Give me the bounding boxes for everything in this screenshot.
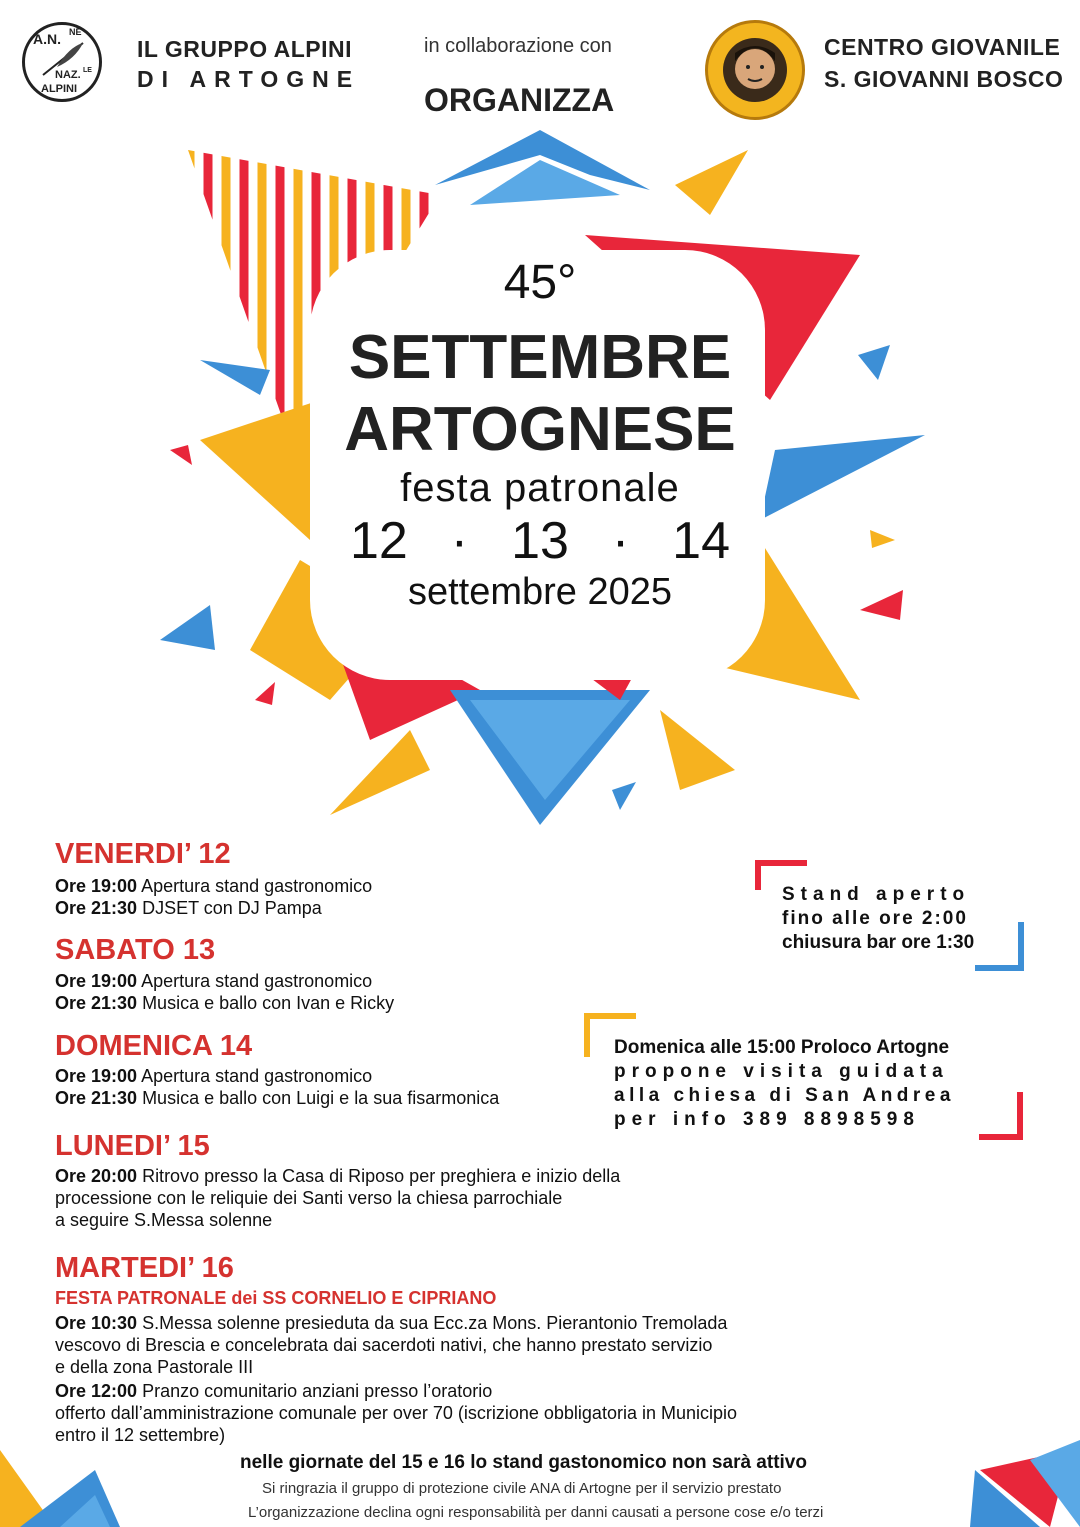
logo-text: A.N. bbox=[33, 31, 61, 47]
date-day: 12 bbox=[350, 512, 408, 570]
org1-line1: IL GRUPPO ALPINI bbox=[137, 36, 353, 62]
date-separator: · bbox=[611, 512, 630, 570]
time: Ore 21:30 bbox=[55, 993, 138, 1013]
festa-subtitle: FESTA PATRONALE dei SS CORNELIO E CIPRIANO bbox=[55, 1288, 497, 1308]
month-year: settembre 2025 bbox=[407, 571, 673, 613]
program-line bbox=[55, 970, 372, 992]
logo-text: ALPINI bbox=[41, 83, 78, 95]
org2-line1: CENTRO GIOVANILE bbox=[824, 34, 1061, 60]
dates bbox=[310, 511, 770, 571]
logo-text: NE bbox=[69, 27, 82, 37]
time: Ore 19:00 bbox=[55, 971, 138, 991]
stand-line3: chiusura bar ore 1:30 bbox=[782, 932, 975, 953]
organizza-text: ORGANIZZA bbox=[424, 82, 615, 118]
title-line2: ARTOGNESE bbox=[344, 395, 736, 464]
program-line: entro il 12 settembre) bbox=[55, 1425, 226, 1445]
corner-graphic-left bbox=[0, 1440, 140, 1527]
collab-text: in collaborazione con bbox=[424, 35, 612, 57]
activity: Pranzo comunitario anziani presso l’oratorio bbox=[137, 1381, 493, 1401]
program-line bbox=[55, 1380, 492, 1402]
date-day: 13 bbox=[511, 512, 569, 570]
program-line bbox=[55, 1165, 620, 1187]
edition-number: 45° bbox=[503, 256, 577, 309]
footer-thanks: Si ringrazia il gruppo di protezione civile ANA di Artogne per il servizio prestato bbox=[262, 1480, 782, 1497]
activity: Apertura stand gastronomico bbox=[137, 1066, 373, 1086]
time: Ore 12:00 bbox=[55, 1381, 138, 1401]
program-line: offerto dall’amministrazione comunale per over 70 (iscrizione obbligatoria in Municipio bbox=[55, 1403, 738, 1423]
stand-line1: Stand aperto bbox=[782, 884, 971, 905]
activity: Ritrovo presso la Casa di Riposo per preghiera e inizio della bbox=[137, 1166, 621, 1186]
visit-line1: Domenica alle 15:00 Proloco Artogne bbox=[614, 1037, 950, 1058]
org2-line2: S. GIOVANNI BOSCO bbox=[824, 66, 1064, 92]
program-line bbox=[55, 1087, 499, 1109]
activity: S.Messa solenne presieduta da sua Ecc.za Mons. Pierantonio Tremolada bbox=[137, 1313, 728, 1333]
day-heading-fri: VENERDI’ 12 bbox=[55, 838, 231, 870]
time: Ore 21:30 bbox=[55, 898, 138, 918]
visit-line2: propone visita guidata bbox=[614, 1061, 949, 1082]
activity: Apertura stand gastronomico bbox=[137, 971, 373, 991]
visit-line3: alla chiesa di San Andrea bbox=[614, 1085, 955, 1106]
stand-line2: fino alle ore 2:00 bbox=[782, 908, 968, 929]
program-line: processione con le reliquie dei Santi verso la chiesa parrochiale bbox=[55, 1188, 563, 1208]
subtitle: festa patronale bbox=[400, 466, 680, 510]
org1-line2: DI ARTOGNE bbox=[137, 66, 361, 92]
corner-graphic-right bbox=[960, 1440, 1080, 1527]
footer-disclaimer: L’organizzazione declina ogni responsabilità per danni causati a persone cose e/o terzi bbox=[248, 1504, 824, 1521]
program-line: e della zona Pastorale III bbox=[55, 1357, 254, 1377]
logo-text: LE bbox=[83, 67, 92, 74]
date-day: 14 bbox=[672, 512, 730, 570]
day-heading-mon: LUNEDI’ 15 bbox=[55, 1130, 210, 1162]
event-title bbox=[310, 255, 770, 614]
program-line bbox=[55, 897, 322, 919]
day-heading-sat: SABATO 13 bbox=[55, 934, 216, 966]
activity: Musica e ballo con Ivan e Ricky bbox=[137, 993, 395, 1013]
program-line bbox=[55, 1312, 727, 1334]
title-line1: SETTEMBRE bbox=[348, 323, 732, 392]
program-line: a seguire S.Messa solenne bbox=[55, 1210, 273, 1230]
time: Ore 19:00 bbox=[55, 876, 138, 896]
day-heading-sun: DOMENICA 14 bbox=[55, 1030, 253, 1062]
footer-notice: nelle giornate del 15 e 16 lo stand gastonomico non sarà attivo bbox=[240, 1452, 807, 1473]
time: Ore 21:30 bbox=[55, 1088, 138, 1108]
time: Ore 19:00 bbox=[55, 1066, 138, 1086]
activity: Apertura stand gastronomico bbox=[137, 876, 373, 896]
program-line bbox=[55, 992, 394, 1014]
time: Ore 20:00 bbox=[55, 1166, 138, 1186]
program-line bbox=[55, 875, 372, 897]
visit-line4: per info 389 8898598 bbox=[614, 1109, 920, 1130]
day-heading-tue: MARTEDI’ 16 bbox=[55, 1252, 234, 1284]
date-separator: · bbox=[450, 512, 469, 570]
activity: Musica e ballo con Luigi e la sua fisarmonica bbox=[137, 1088, 500, 1108]
time: Ore 10:30 bbox=[55, 1313, 138, 1333]
activity: DJSET con DJ Pampa bbox=[137, 898, 322, 918]
logo-text: NAZ. bbox=[55, 69, 81, 81]
program-line: vescovo di Brescia e concelebrata dai sacerdoti nativi, che hanno prestato servizio bbox=[55, 1335, 713, 1355]
program-line bbox=[55, 1065, 372, 1087]
